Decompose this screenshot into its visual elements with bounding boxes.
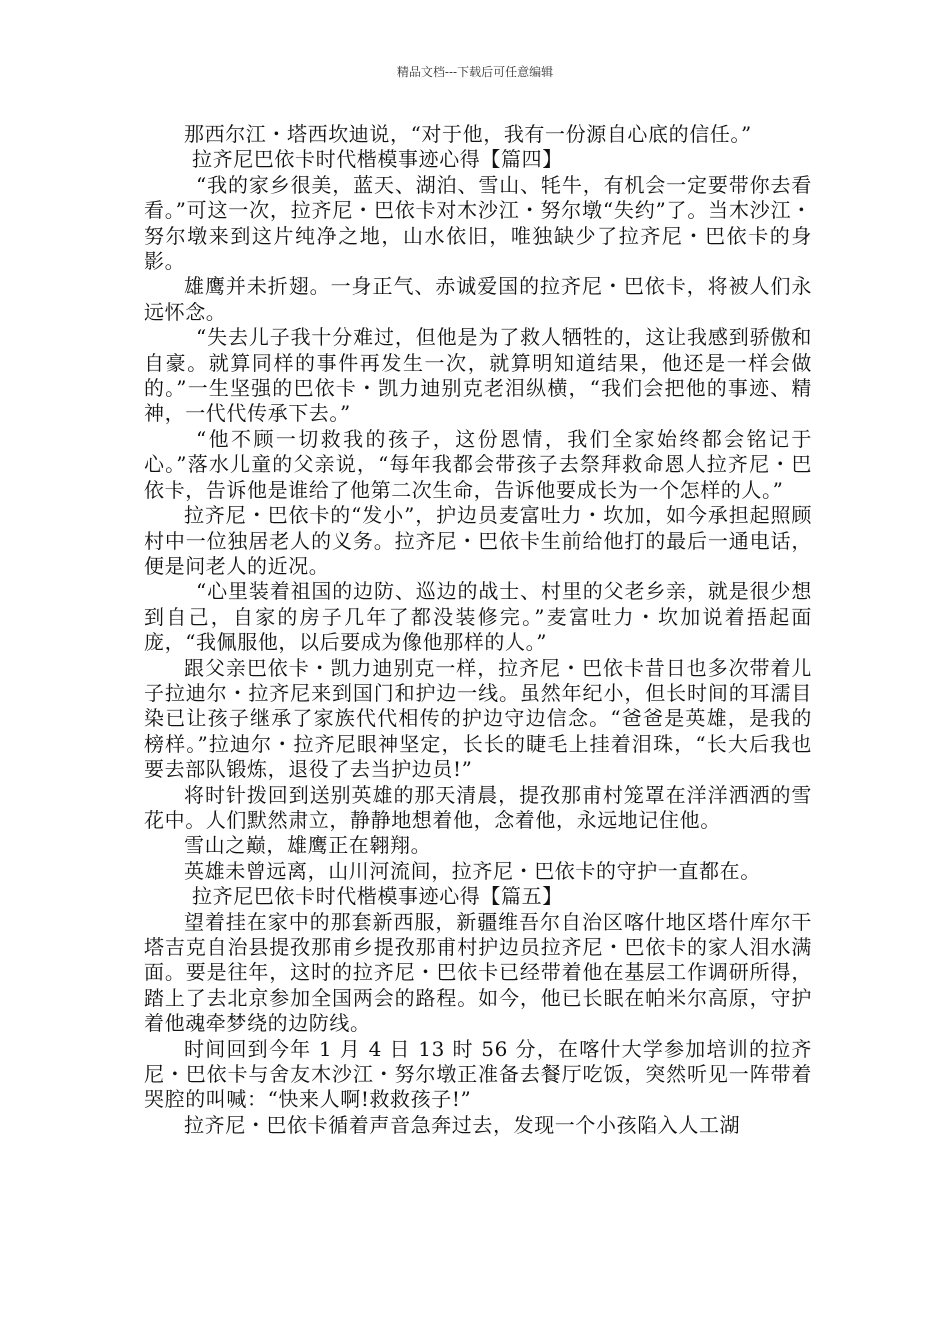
section-heading: 拉齐尼巴依卡时代楷模事迹心得【篇四】 — [192, 147, 563, 172]
paragraph: “我的家乡很美，蓝天、湖泊、雪山、牦牛，有机会一定要带你去看看。”可这一次，拉齐尼・巴依卡对木沙江・努尔墩“失约”了。当木沙江・努尔墩来到这片纯净之地，山水依旧，唯独缺少了拉齐尼・巴依卡的身影。 — [144, 172, 812, 274]
paragraph: 时间回到今年 1 月 4 日 13 时 56 分，在喀什大学参加培训的拉齐尼・巴依卡与舍友木沙江・努尔墩正准备去餐厅吃饭，突然听见一阵带着哭腔的叫喊：“快来人啊!救救孩子!” — [144, 1036, 812, 1112]
paragraph: 将时针拨回到送别英雄的那天清晨，提孜那甫村笼罩在洋洋洒洒的雪花中。人们默然肃立，静静地想着他，念着他，永远地记住他。 — [144, 782, 812, 832]
paragraph: 拉齐尼・巴依卡的“发小”，护边员麦富吐力・坎加，如今承担起照顾村中一位独居老人的义务。拉齐尼・巴依卡生前给他打的最后一通电话，便是问老人的近况。 — [144, 503, 812, 578]
paragraph: 跟父亲巴依卡・凯力迪别克一样，拉齐尼・巴依卡昔日也多次带着儿子拉迪尔・拉齐尼来到国门和护边一线。虽然年纪小，但长时间的耳濡目染已让孩子继承了家族代代相传的护边守边信念。“爸爸是英雄，是我的榜样。”拉迪尔・拉齐尼眼神坚定，长长的睫毛上挂着泪珠，“长大后我也要去部队锻炼，退役了去当护边员!” — [144, 655, 812, 782]
paragraph: “心里装着祖国的边防、巡边的战士、村里的父老乡亲，就是很少想到自己，自家的房子几年了都没装修完。”麦富吐力・坎加说着捂起面庞，“我佩服他，以后要成为像他那样的人。” — [144, 579, 812, 655]
paragraph: 拉齐尼・巴依卡循着声音急奔过去，发现一个小孩陷入人工湖 — [184, 1112, 741, 1137]
paragraph: 雄鹰并未折翅。一身正气、赤诚爱国的拉齐尼・巴依卡，将被人们永远怀念。 — [144, 274, 812, 324]
document-body — [144, 122, 812, 1138]
paragraph: 那西尔江・塔西坎迪说，“对于他，我有一份源自心底的信任。” — [184, 122, 752, 146]
paragraph: 望着挂在家中的那套新西服，新疆维吾尔自治区喀什地区塔什库尔干塔吉克自治县提孜那甫乡提孜那甫村护边员拉齐尼・巴依卡的家人泪水满面。要是往年，这时的拉齐尼・巴依卡已经带着他在基层工作调研所得，踏上了去北京参加全国两会的路程。如今，他已长眠在帕米尔高原，守护着他魂牵梦绕的边防线。 — [144, 909, 812, 1036]
section-heading: 拉齐尼巴依卡时代楷模事迹心得【篇五】 — [192, 884, 563, 909]
paragraph: 英雄未曾远离，山川河流间，拉齐尼・巴依卡的守护一直都在。 — [184, 858, 761, 883]
paragraph: 雪山之巅，雄鹰正在翱翔。 — [184, 833, 432, 858]
paragraph: “失去儿子我十分难过，但他是为了救人牺牲的，这让我感到骄傲和自豪。就算同样的事件再发生一次，就算明知道结果，他还是一样会做的。”一生坚强的巴依卡・凯力迪别克老泪纵横，“我们会把他的事迹、精神，一代代传承下去。” — [144, 325, 812, 426]
page-header: 精品文档---下载后可任意编辑 — [396, 65, 554, 79]
paragraph: “他不顾一切救我的孩子，这份恩情，我们全家始终都会铭记于心。”落水儿童的父亲说，“每年我都会带孩子去祭拜救命恩人拉齐尼・巴依卡，告诉他是谁给了他第二次生命，告诉他要成长为一个怎样的人。” — [144, 426, 812, 502]
